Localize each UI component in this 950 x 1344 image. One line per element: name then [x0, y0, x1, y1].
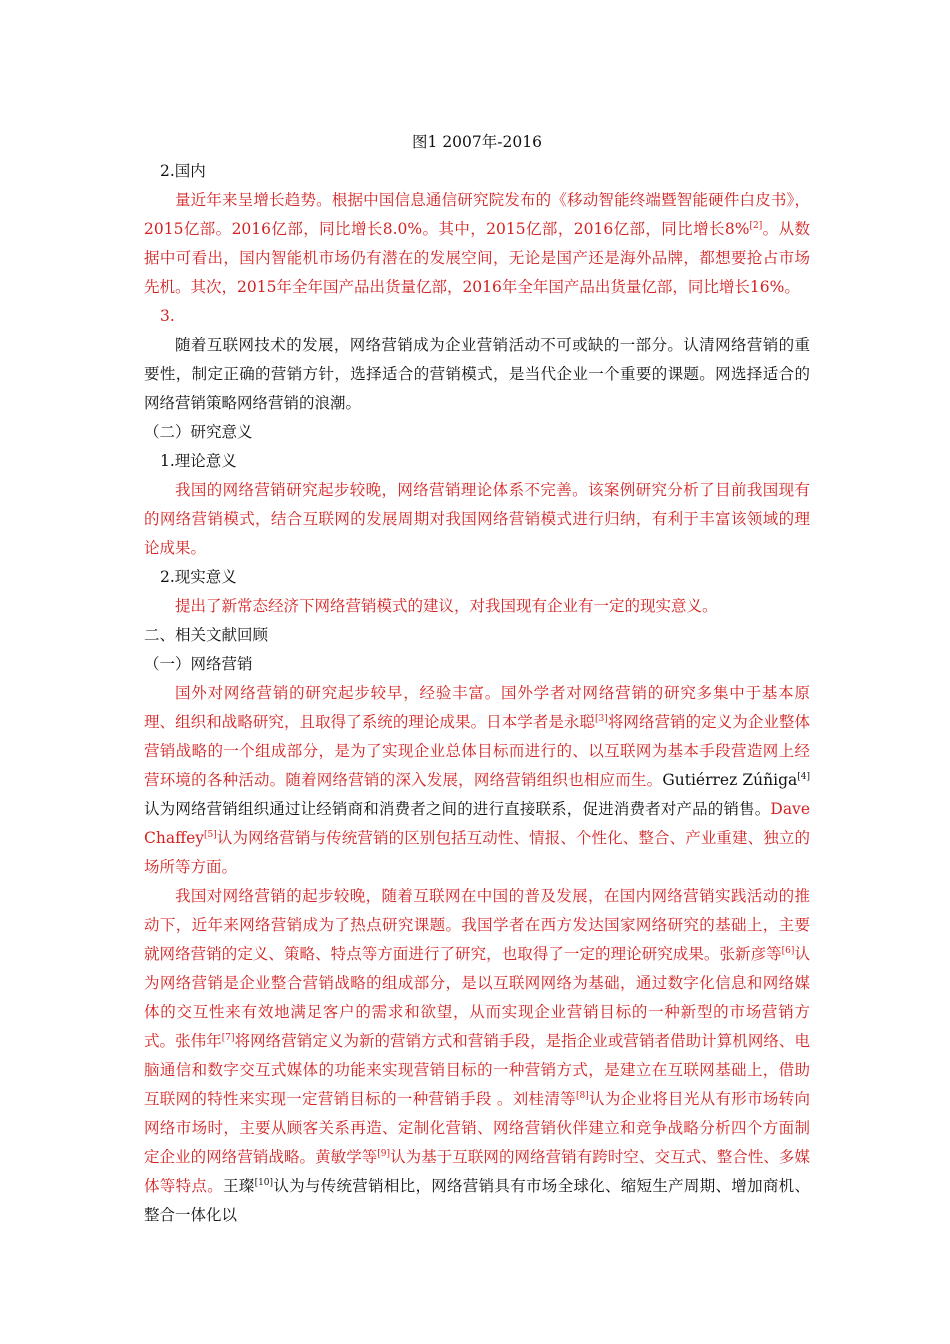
text-run: 认为网络营销是企业整合营销战略的组成部分，是以互联网网络为基础，通过数字化信息和网络媒体的交互性来有效地满足客户的需求和欲望，从而实现企业营销目标的一种新型的市场营销方式。张伟年 [144, 944, 810, 1050]
citation-ref: [8] [575, 1090, 589, 1101]
heading-significance: （二）研究意义 [144, 422, 253, 441]
figure-caption: 图1 2007年-2016 [412, 132, 542, 151]
text-run: 认为基于互联网的网络营销有跨时空、交互式、整合性、多媒体等特点。 [144, 1147, 810, 1195]
citation-ref: [7] [221, 1032, 235, 1043]
heading-theory: 1.理论意义 [160, 451, 237, 470]
text-run: 认为网络营销与传统营销的区别包括互动性、情报、个性化、整合、产业重建、独立的场所等方面。 [144, 828, 810, 876]
document-body [144, 112, 810, 1230]
paragraph-domestic [144, 186, 810, 302]
text-run: 王璨 [222, 1176, 255, 1195]
citation-ref: [2] [749, 220, 763, 231]
citation-ref: [6] [781, 945, 795, 956]
text-run: 认为企业将目光从有形市场转向网络市场时，主要从顾客关系再造、定制化营销、网络营销伙伴建立和竞争战略分析四个方面制定企业的网络营销战略。黄敏学等 [144, 1089, 810, 1166]
text-run: 量近年来呈增长趋势。根据中国信息通信研究院发布的《移动智能终端暨智能硬件白皮书》，2015亿部。2016亿部，同比增长8.0%。其中，2015亿部，2016亿部，同比增长8% [144, 190, 810, 238]
paragraph-practice [144, 592, 810, 621]
heading-literature: 二、相关文献回顾 [144, 625, 269, 644]
heading-3: 3. [160, 306, 175, 325]
citation-ref: [3] [595, 713, 608, 724]
text-run: 。从数据中可看出，国内智能机市场仍有潜在的发展空间，无论是国产还是海外品牌，都想要抢占市场先机。其次，2015年全年国产品出货量亿部，2016年全年国产品出货量亿部，同比增长16%。 [144, 219, 810, 296]
paragraph-3 [144, 331, 810, 418]
heading-domestic: 2.国内 [160, 161, 206, 180]
text-run: 我国对网络营销的起步较晚，随着互联网在中国的普及发展，在国内网络营销实践活动的推动下，近年来网络营销成为了热点研究课题。我国学者在西方发达国家网络研究的基础上，主要就网络营销的定义、策略、特点等方面进行了研究，也取得了一定的理论研究成果。张新彦等 [144, 886, 810, 963]
heading-practice: 2.现实意义 [160, 567, 237, 586]
text-run: 认为网络营销组织通过让经销商和消费者之间的进行直接联系，促进消费者对产品的销售。 [144, 799, 771, 818]
text-run: 提出了新常态经济下网络营销模式的建议，对我国现有企业有一定的现实意义。 [175, 596, 718, 615]
citation-ref: [10] [254, 1177, 274, 1188]
text-run: 认为与传统营销相比，网络营销具有市场全球化、缩短生产周期、增加商机、整合一体化以 [144, 1176, 810, 1224]
citation-ref: [5] [204, 829, 217, 840]
paragraph-theory [144, 476, 810, 563]
text-run: 国外对网络营销的研究起步较早，经验丰富。国外学者对网络营销的研究多集中于基本原理、组织和战略研究，且取得了系统的理论成果。日本学者是永聪 [144, 683, 810, 731]
text-run: Gutiérrez Zúñiga [662, 770, 798, 789]
paragraph-foreign [144, 679, 810, 882]
text-run: 将网络营销的定义为企业整体营销战略的一个组成部分，是为了实现企业总体目标而进行的、以互联网为基本手段营造网上经营环境的各种活动。随着网络营销的深入发展，网络营销组织也相应而生。 [144, 712, 810, 789]
text-run: 随着互联网技术的发展，网络营销成为企业营销活动不可或缺的一部分。认清网络营销的重要性，制定正确的营销方针，选择适合的营销模式，是当代企业一个重要的课题。网选择适合的网络营销策略网络营销的浪潮。 [144, 335, 810, 412]
text-run: 我国的网络营销研究起步较晚，网络营销理论体系不完善。该案例研究分析了目前我国现有的网络营销模式，结合互联网的发展周期对我国网络营销模式进行归纳，有利于丰富该领域的理论成果。 [144, 480, 810, 557]
paragraph-china [144, 882, 810, 1230]
heading-network-marketing: （一）网络营销 [144, 654, 253, 673]
citation-ref: [9] [377, 1148, 391, 1159]
text-run: Dave Chaffey [144, 799, 810, 847]
text-run: 将网络营销定义为新的营销方式和营销手段，是指企业或营销者借助计算机网络、电脑通信和数字交互式媒体的功能来实现营销目标的一种营销方式，是建立在互联网基础上，借助互联网的特性来实现一定营销目标的一种营销手段 。刘桂清等 [144, 1031, 810, 1108]
citation-ref: [4] [797, 771, 810, 782]
